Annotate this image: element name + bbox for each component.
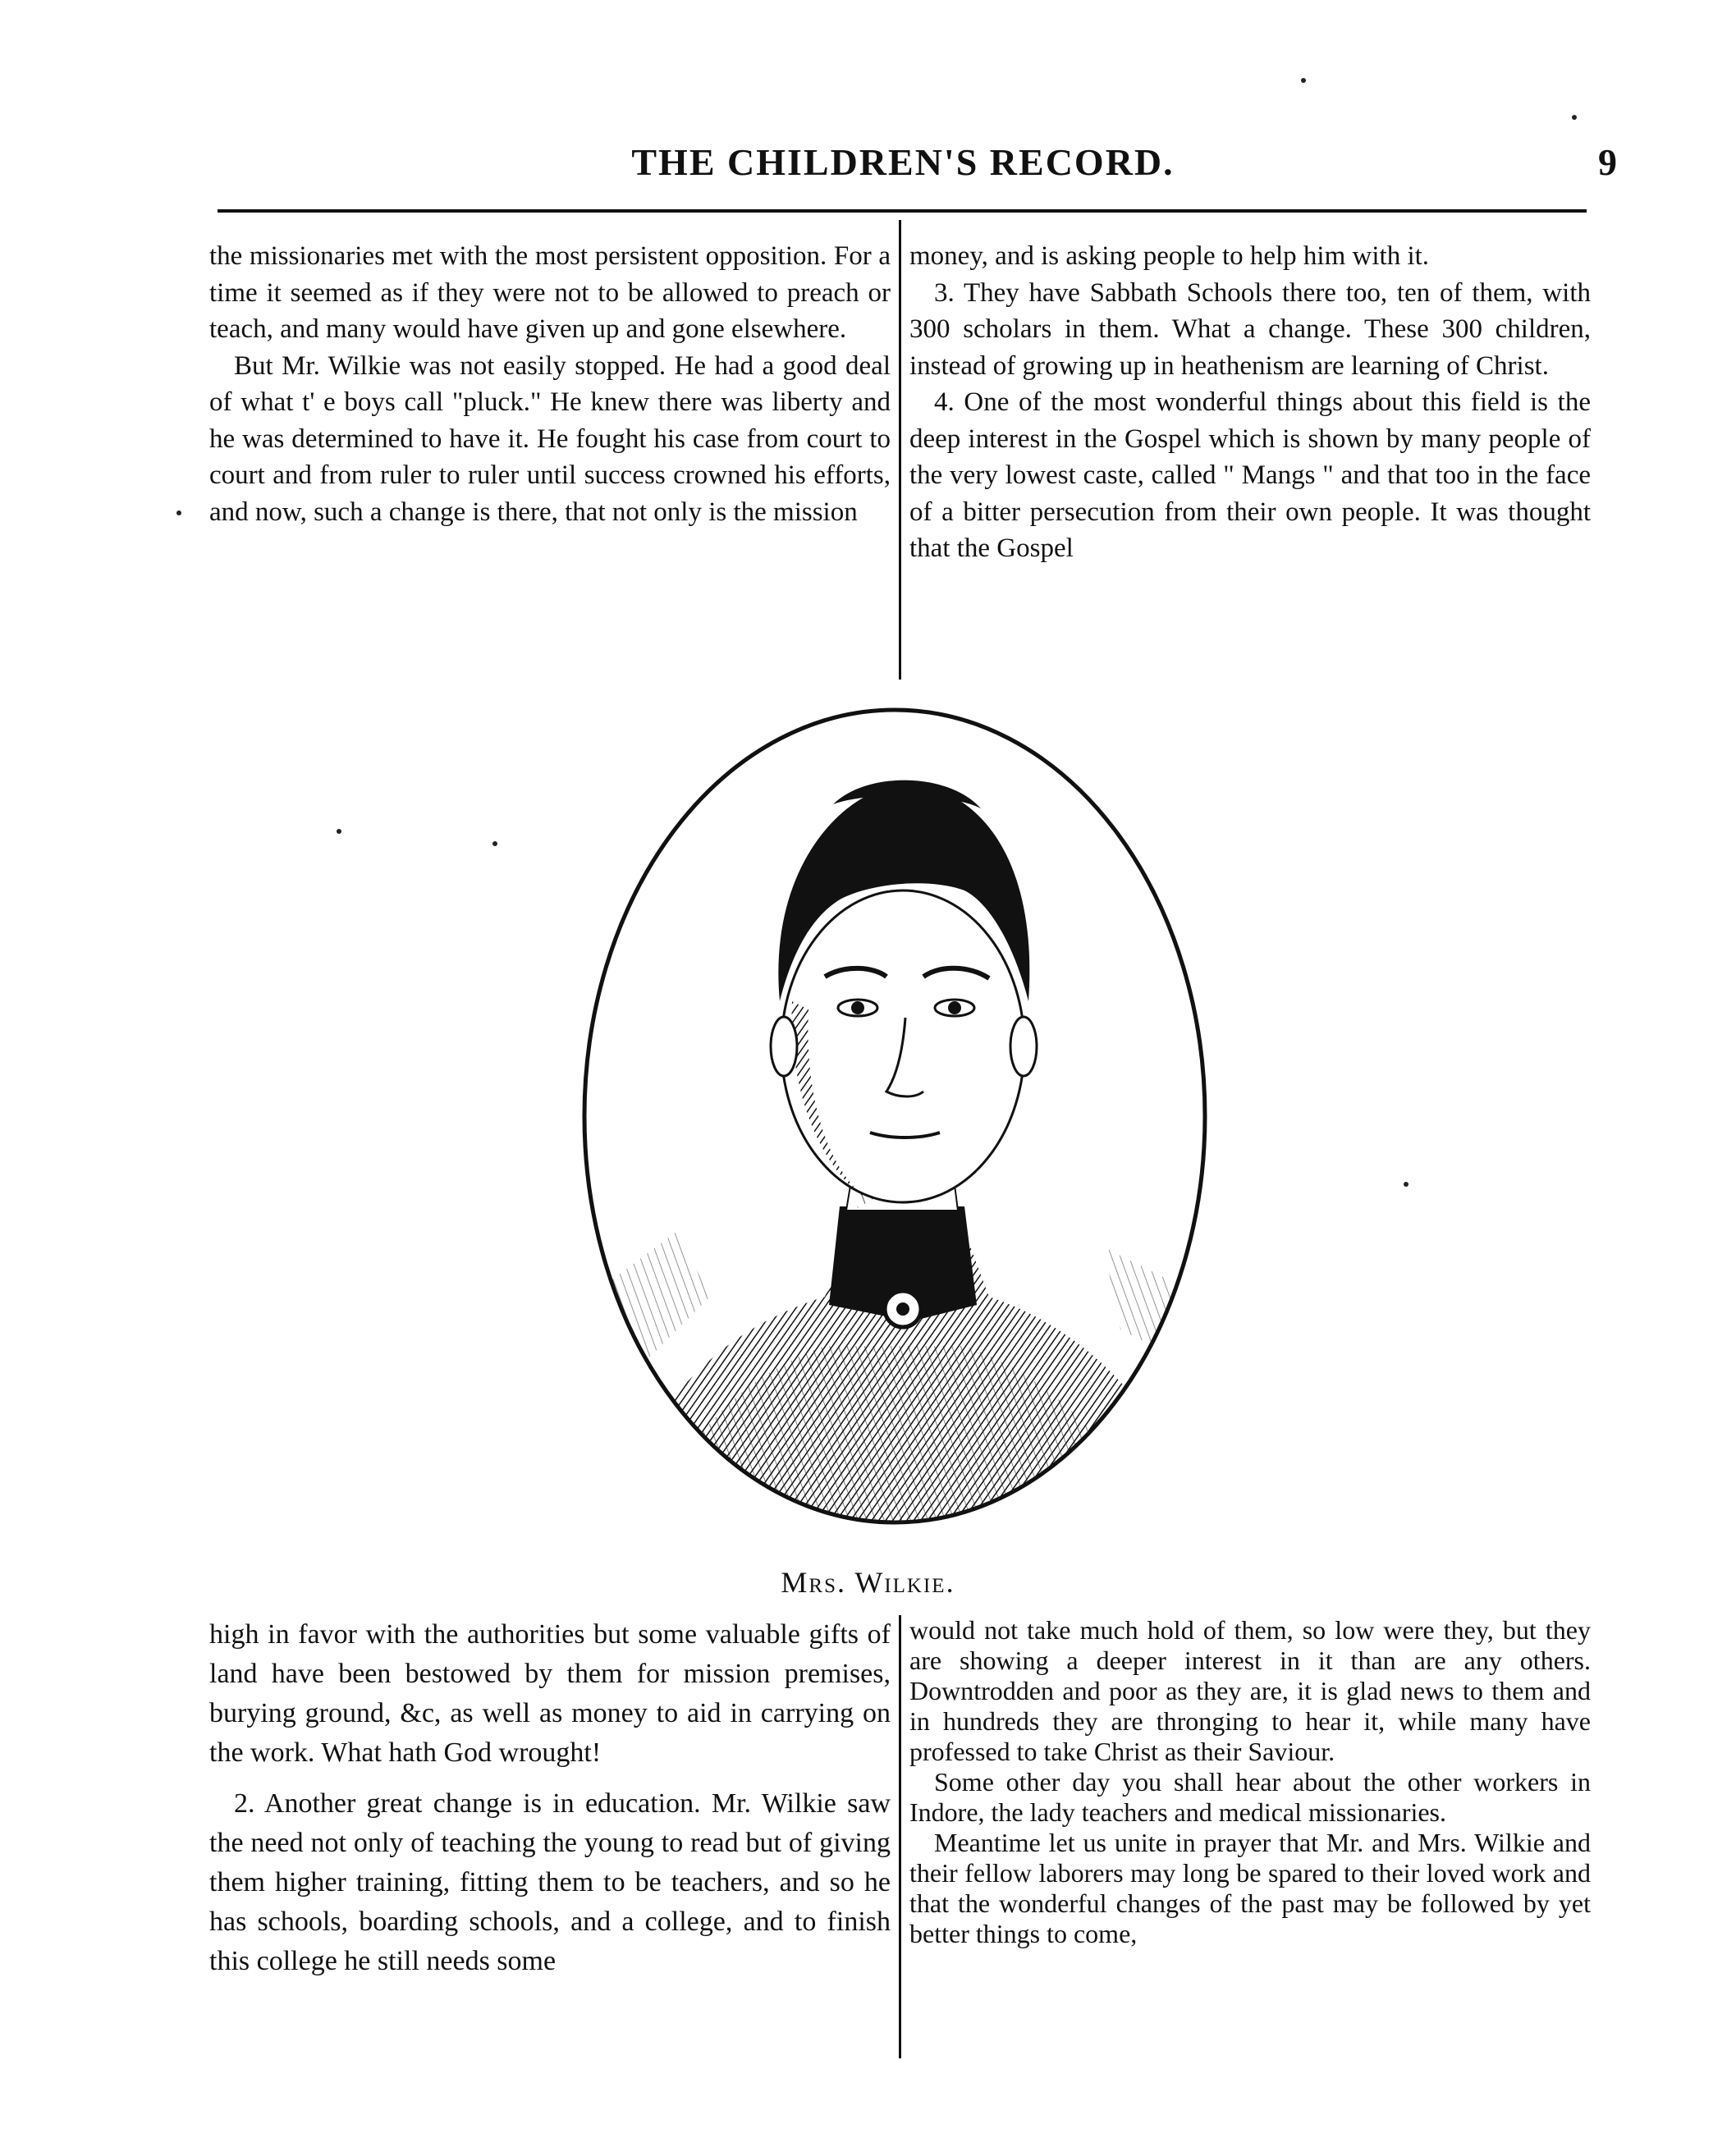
print-speck bbox=[1301, 78, 1306, 83]
column-top-left bbox=[209, 238, 891, 681]
paragraph: high in favor with the authorities but some valuable gifts of land have been bestowed by them for mission premises, burying ground, &c, as well as money to aid in carrying on the work. What hath God wrought! bbox=[209, 1619, 891, 1768]
paragraph: the missionaries met with the most persistent opposition. For a time it seemed as if they were not to be allowed to preach or teach, and many would have given up and gone elsewhere. bbox=[209, 241, 891, 344]
illustration-caption: Mrs. Wilkie. bbox=[781, 1566, 955, 1599]
column-divider bbox=[899, 1615, 901, 2058]
column-divider bbox=[899, 220, 901, 680]
paragraph: 2. Another great change is in education. Mr. Wilkie saw the need not only of teaching the young to read but of giving them higher training, fitting them to be teachers, and so he has schools, boarding schools, and a college, and to finish this college he still needs some bbox=[209, 1788, 891, 1976]
paragraph: money, and is asking people to help him with it. bbox=[909, 241, 1430, 271]
paragraph: 4. One of the most wonderful things about this field is the deep interest in the Gospel which is shown by many people of the very lowest caste, called " Mangs " and that too in the face of a bitter persecution from their own people. It was thought that the Gospel bbox=[909, 387, 1591, 563]
paragraph: would not take much hold of them, so low were they, but they are showing a deeper interest in it than are any others. Downtrodden and poor as they are, it is glad news to them and in hundreds they are thronging to hear it, while many have professed to take Christ as their Saviour. bbox=[909, 1615, 1591, 1766]
print-speck bbox=[337, 829, 341, 834]
column-bottom-right bbox=[909, 1615, 1591, 2075]
paragraph: Some other day you shall hear about the other workers in Indore, the lady teachers and medical missionaries. bbox=[909, 1767, 1591, 1827]
print-speck bbox=[492, 841, 497, 846]
print-speck bbox=[1404, 1182, 1408, 1187]
header-rule bbox=[218, 209, 1587, 213]
publication-title: THE CHILDREN'S RECORD. bbox=[631, 141, 1175, 183]
paragraph: But Mr. Wilkie was not easily stopped. He had a good deal of what t' e boys call "pluck." He knew there was liberty and he was determined to have it. He fought his case from court to court and from ruler to ruler until success crowned his efforts, and now, such a change is there, that not only is the mission bbox=[209, 350, 891, 527]
print-speck bbox=[1572, 115, 1577, 120]
portrait-engraving-icon bbox=[579, 706, 1211, 1535]
column-top-right bbox=[909, 238, 1591, 681]
column-bottom-left bbox=[209, 1615, 891, 2075]
paragraph: 3. They have Sabbath Schools there too, ten of them, with 300 scholars in them. What a change. These 300 children, instead of growing up in heathenism are learning of Christ. bbox=[909, 277, 1591, 381]
print-speck bbox=[176, 510, 181, 515]
page-header bbox=[209, 138, 1617, 195]
portrait-illustration bbox=[579, 706, 1211, 1535]
paragraph: Meantime let us unite in prayer that Mr. and Mrs. Wilkie and their fellow laborers may long be spared to their loved work and that the wonderful changes of the past may be followed by yet better things to come, bbox=[909, 1828, 1591, 1948]
page-number: 9 bbox=[1598, 141, 1617, 183]
